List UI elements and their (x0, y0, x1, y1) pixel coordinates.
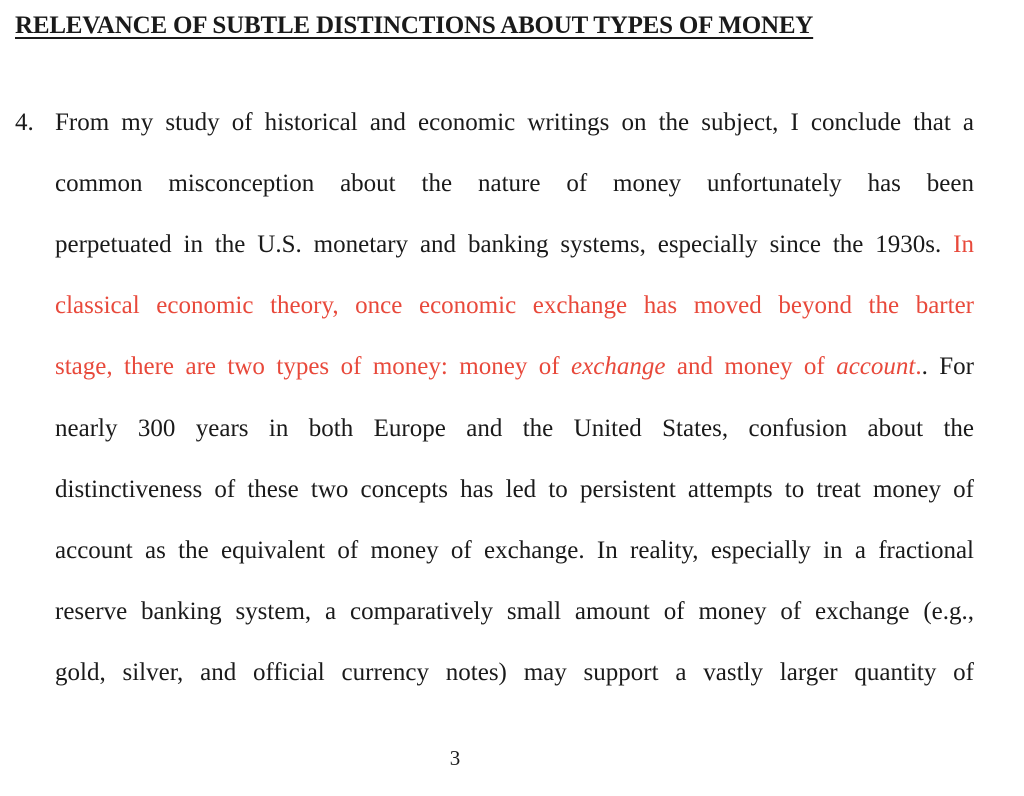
text-run: perpetuated in the U.S. monetary and banking systems, especially since the 1930s. (55, 231, 954, 259)
paragraph-line (55, 229, 974, 261)
text-run: gold, silver, and official currency notes) may support a vastly larger quantity of (55, 658, 974, 686)
text-run: reserve banking system, a comparatively small amount of money of exchange (e.g., (55, 597, 974, 625)
section-heading: RELEVANCE OF SUBTLE DISTINCTIONS ABOUT TYPES OF MONEY (15, 12, 814, 39)
highlighted-text: classical economic theory, once economic exchange has moved beyond the barter (55, 292, 974, 320)
highlighted-text: stage, there are two types of money: money of (55, 353, 572, 381)
page-number: 3 (449, 746, 461, 770)
highlighted-text: and money of (665, 353, 837, 381)
paragraph-line (55, 413, 974, 445)
text-run: . For (921, 353, 975, 381)
text-run: distinctiveness of these two concepts has led to persistent attempts to treat money of (55, 475, 974, 503)
highlighted-text: account (836, 353, 916, 381)
text-run: nearly 300 years in both Europe and the United States, confusion about the (55, 414, 974, 442)
paragraph-line (55, 290, 974, 322)
paragraph-line (55, 107, 974, 139)
paragraph-line (55, 657, 974, 689)
paragraph-line (55, 474, 974, 506)
paragraph-line (55, 535, 974, 567)
paragraph-line (55, 596, 974, 628)
highlighted-text: exchange (571, 353, 666, 381)
paragraph-number: 4. (15, 109, 34, 136)
highlighted-text: . (915, 353, 922, 381)
paragraph-line (55, 351, 974, 383)
paragraph-line (55, 168, 974, 200)
text-run: From my study of historical and economic writings on the subject, I conclude that a (55, 109, 974, 136)
text-run: account as the equivalent of money of exchange. In reality, especially in a fractional (55, 536, 974, 564)
highlighted-text: In (953, 231, 974, 259)
text-run: common misconception about the nature of money unfortunately has been (55, 170, 974, 198)
